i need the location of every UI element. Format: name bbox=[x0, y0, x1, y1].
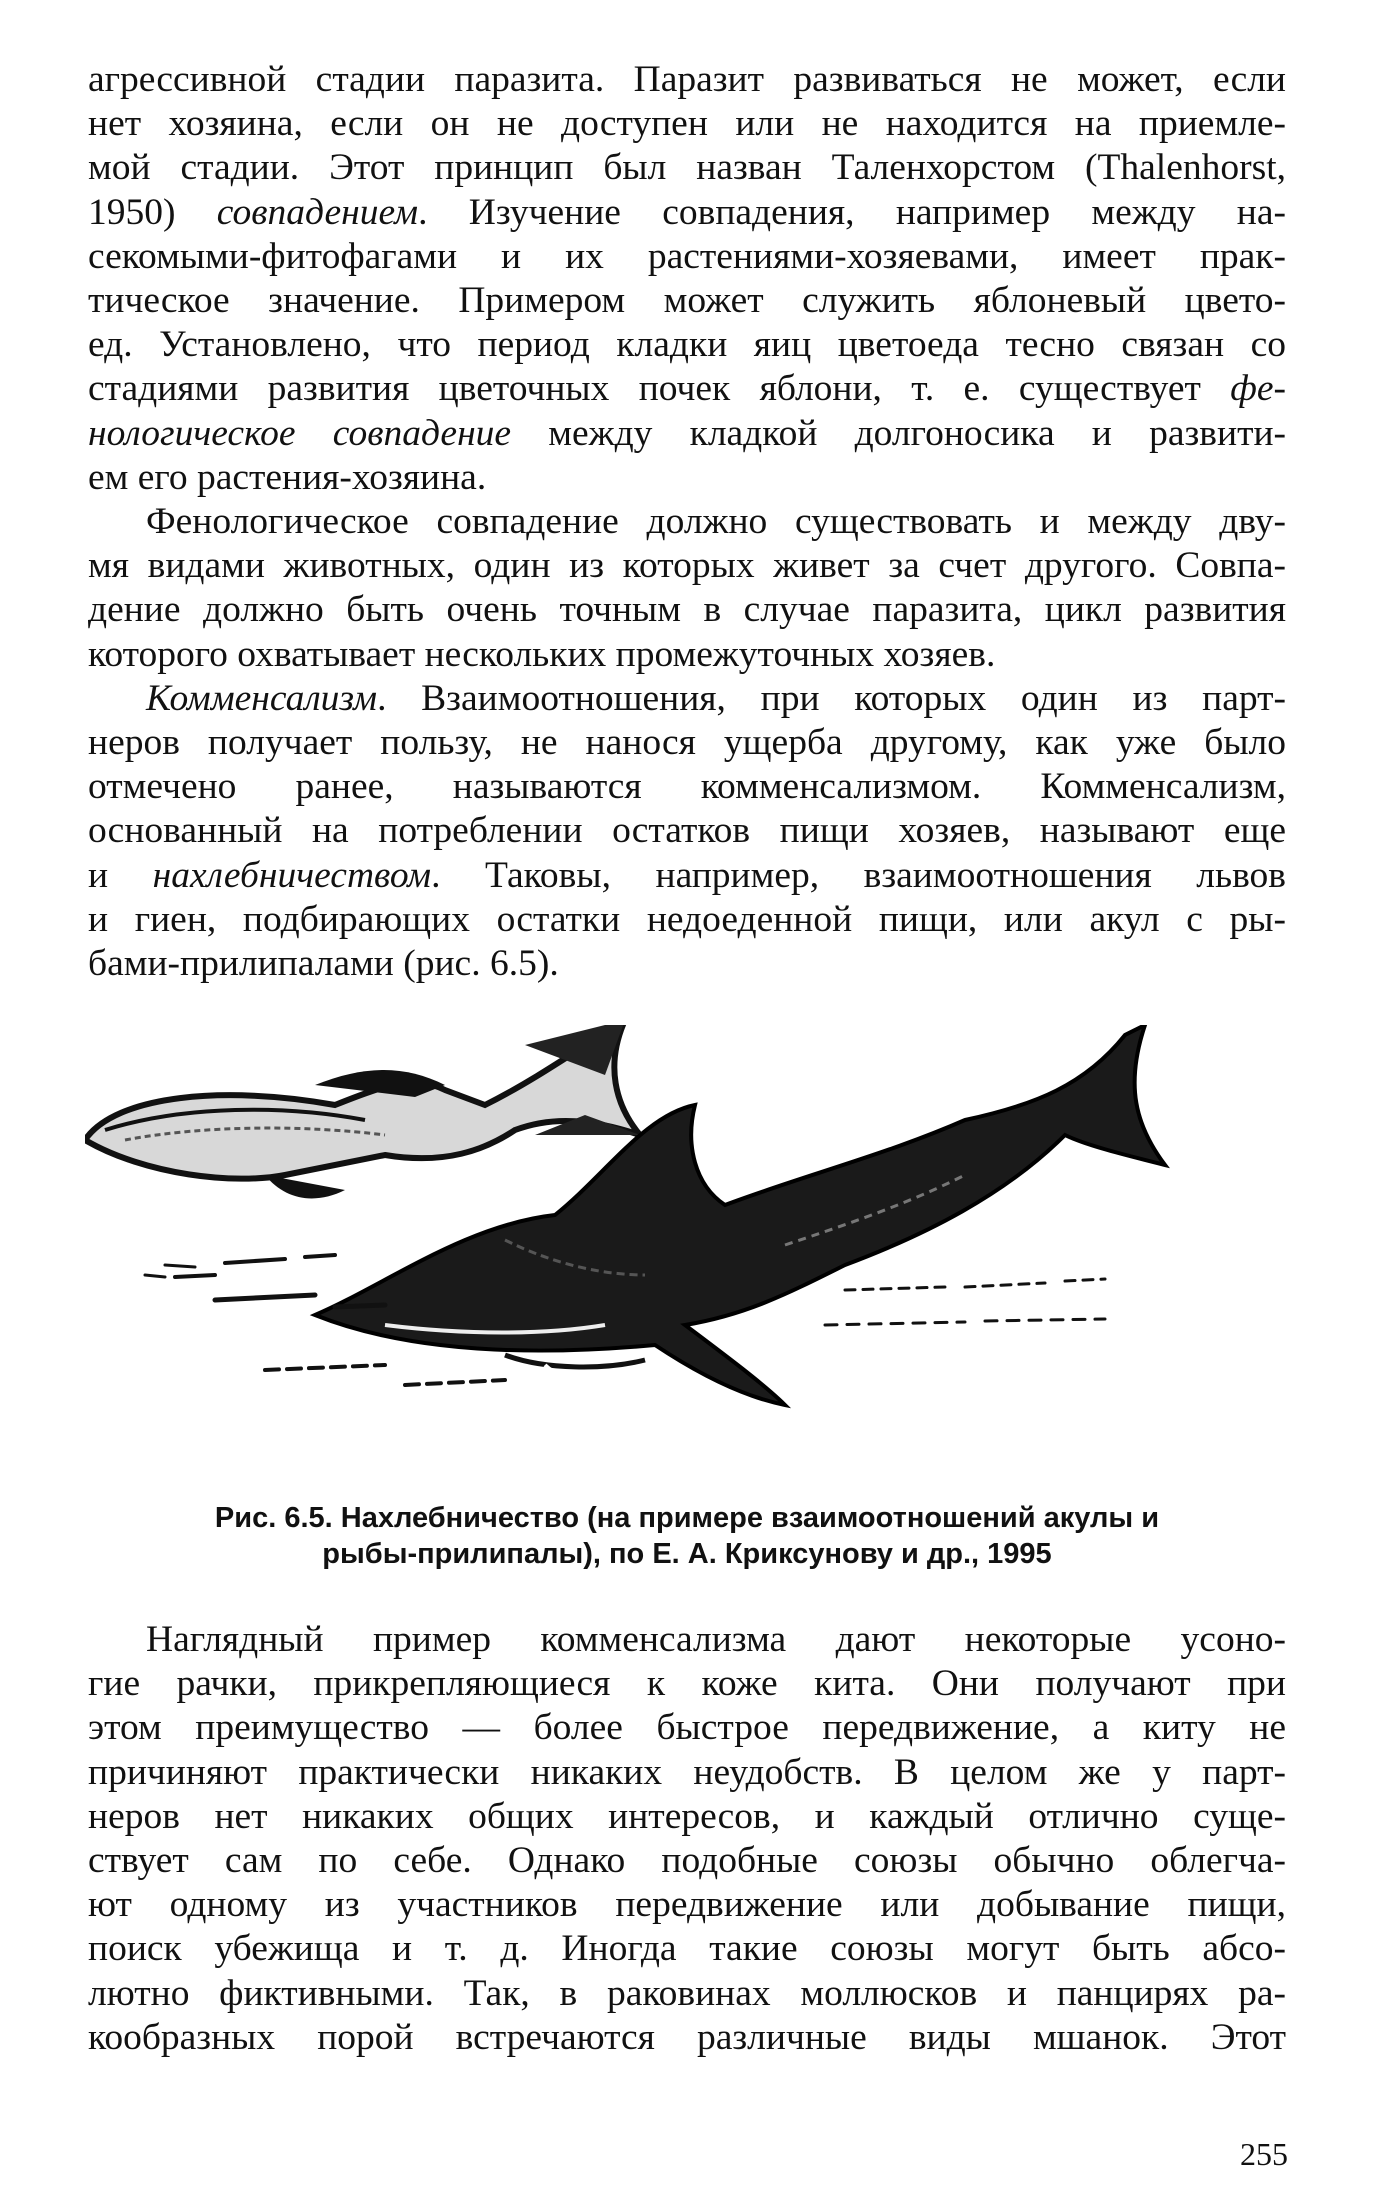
text-line bbox=[88, 412, 1286, 456]
paragraph-4 bbox=[88, 1618, 1286, 2060]
text-line: причиняют практически никаких неудобств. В целом же у парт- bbox=[88, 1751, 1286, 1793]
shark-remora-illustration bbox=[85, 1025, 1285, 1495]
text-line: мой стадии. Этот принцип был назван Таленхорстом (Thalenhorst, bbox=[88, 147, 1286, 189]
text-line: основанный на потреблении остатков пищи хозяев, называют еще bbox=[88, 810, 1286, 852]
paragraph-3 bbox=[88, 677, 1286, 986]
text-line: мя видами животных, один из которых живет за счет другого. Совпа- bbox=[88, 545, 1286, 587]
text-line bbox=[88, 191, 1286, 235]
text-line: неров получает пользу, не нанося ущерба другому, как уже было bbox=[88, 722, 1286, 764]
text-line bbox=[88, 677, 1286, 721]
italic-term: нологическое совпадение bbox=[88, 412, 512, 454]
text-line: которого охватывает нескольких промежуточных хозяев. bbox=[88, 633, 996, 675]
paragraph-2 bbox=[88, 500, 1286, 677]
text-fragment: и bbox=[88, 854, 153, 896]
figure-caption bbox=[88, 1500, 1286, 1572]
remora-fish-drawing bbox=[85, 1025, 640, 1198]
text-line: отмечено ранее, называются комменсализмом. Комменсализм, bbox=[88, 766, 1286, 808]
text-line: агрессивной стадии паразита. Паразит развиваться не может, если bbox=[88, 59, 1286, 100]
text-line: ствует сам по себе. Однако подобные союзы обычно облегча- bbox=[88, 1840, 1286, 1882]
text-line bbox=[88, 854, 1286, 898]
text-fragment: стадиями развития цветочных почек яблони, т. е. существует bbox=[88, 368, 1231, 410]
caption-line: Рис. 6.5. Нахлебничество (на примере взаимоотношений акулы и bbox=[214, 1502, 1160, 1534]
text-line: бами-прилипалами (рис. 6.5). bbox=[88, 943, 559, 985]
italic-term: совпадением bbox=[216, 191, 419, 233]
page-number: 255 bbox=[1240, 2136, 1288, 2172]
text-line: Наглядный пример комменсализма дают некоторые усоно- bbox=[146, 1619, 1286, 1660]
page-body-lower bbox=[88, 1618, 1286, 2060]
text-line: поиск убежища и т. д. Иногда такие союзы могут быть абсо- bbox=[88, 1928, 1286, 1970]
text-line: лютно фиктивными. Так, в раковинах моллюсков и панцирях ра- bbox=[88, 1972, 1286, 2014]
text-line: неров нет никаких общих интересов, и каждый отлично суще- bbox=[88, 1795, 1286, 1837]
text-line: дение должно быть очень точным в случае паразита, цикл развития bbox=[88, 589, 1286, 631]
text-line: Фенологическое совпадение должно существовать и между дву- bbox=[146, 501, 1286, 543]
text-line: кообразных порой встречаются различные виды мшанок. Этот bbox=[88, 2016, 1286, 2058]
text-line: ют одному из участников передвижение или добывание пищи, bbox=[88, 1884, 1286, 1926]
text-line bbox=[88, 367, 1286, 411]
text-fragment: между кладкой долгоносика и развити- bbox=[511, 412, 1287, 454]
page-body bbox=[88, 58, 1286, 986]
caption-line: рыбы-прилипалы), по Е. А. Криксунову и др., 1995 bbox=[322, 1538, 1052, 1570]
text-line: тическое значение. Примером может служить яблоневый цвето- bbox=[88, 280, 1286, 322]
italic-term: Комменсализм bbox=[146, 677, 378, 719]
text-line: этом преимущество — более быстрое передвижение, а киту не bbox=[88, 1707, 1286, 1749]
text-fragment: . Таковы, например, взаимоотношения львов bbox=[431, 854, 1286, 896]
text-fragment: 1950) bbox=[88, 191, 217, 233]
text-line: гие рачки, прикрепляющиеся к коже кита. Они получают при bbox=[88, 1663, 1286, 1705]
text-line: нет хозяина, если он не доступен или не находится на приемле- bbox=[88, 103, 1286, 145]
shark-drawing bbox=[315, 1025, 1165, 1405]
text-line: секомыми-фитофагами и их растениями-хозяевами, имеет прак- bbox=[88, 235, 1286, 277]
text-line: ем его растения-хозяина. bbox=[88, 456, 487, 498]
text-line: ед. Установлено, что период кладки яиц цветоеда тесно связан со bbox=[88, 324, 1286, 366]
text-line: и гиен, подбирающих остатки недоеденной пищи, или акул с ры- bbox=[88, 898, 1286, 940]
italic-term: нахлебничеством bbox=[152, 854, 432, 896]
italic-term: фе- bbox=[1230, 368, 1286, 410]
text-fragment: . Изучение совпадения, например между на- bbox=[418, 191, 1286, 233]
text-fragment: . Взаимоотношения, при которых один из парт- bbox=[377, 677, 1286, 719]
paragraph-1 bbox=[88, 58, 1286, 500]
